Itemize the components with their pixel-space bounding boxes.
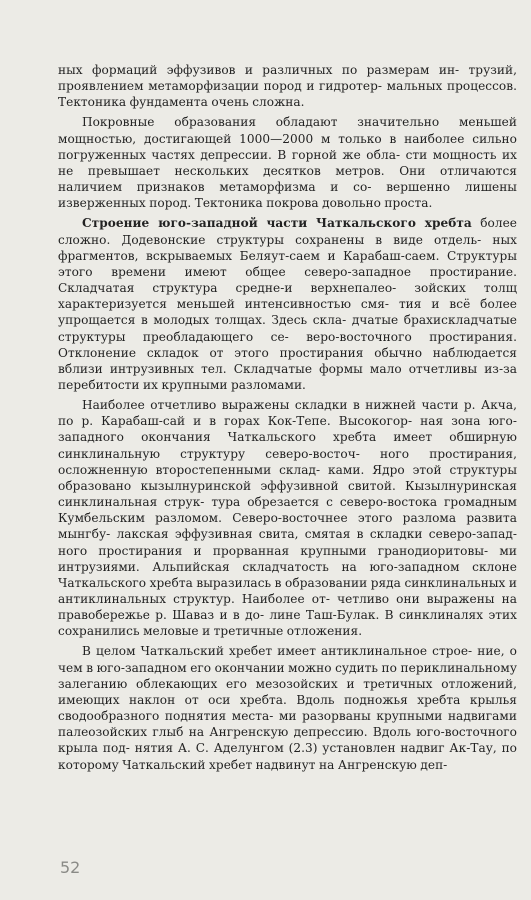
text-line: имеет обширную синклинальную структуру северо-восточ- bbox=[58, 430, 517, 461]
text-line: ми разорваны крупными надвигами палеозойских глыб bbox=[58, 709, 517, 740]
text-line: простирание. Складчатая структура средне-и верхнепалео- bbox=[58, 264, 517, 296]
text-line: мощностью, достигающей 1000—2000 м только в наиболее bbox=[58, 131, 465, 146]
page-number: 52 bbox=[60, 858, 81, 877]
text-line: простирания обычно наблюдается вблизи интрузивных тел. bbox=[58, 345, 517, 376]
text-line: крупными разломами. bbox=[161, 377, 306, 392]
text-line: ная зона юго-западного окончания Чаткальского хребта bbox=[58, 414, 517, 445]
text-line: Они отличаются наличием признаков метаморфизма и со- bbox=[58, 163, 517, 195]
paragraph bbox=[58, 215, 517, 393]
text-line: тура обрезается с северо-востока громадным Кумбельским bbox=[58, 495, 518, 526]
text-line: и третичные отложения. bbox=[202, 624, 363, 639]
text-line: В целом Чаткальский хребет имеет антиклинальное строе- bbox=[82, 644, 473, 659]
text-line: периклинальному залеганию облекающих его мезозойских и bbox=[58, 660, 517, 691]
text-line: лакская эффузивная свита, смятая в складки северо-запад- bbox=[116, 527, 518, 542]
text-line: на Ангренскую депрессию. Вдоль юго-восточного крыла под- bbox=[58, 725, 517, 756]
text-line: ми интрузиями. Альпийская складчатость на юго-западном bbox=[58, 543, 517, 574]
text-line: веро-восточного простирания. Отклонение складок от этого bbox=[58, 329, 517, 360]
text-line: более bbox=[480, 216, 518, 231]
text-line: довольно проста. bbox=[322, 196, 433, 211]
text-line: склоне Чаткальского хребта выразилась в образовании ряда bbox=[58, 559, 517, 590]
text-line: нятия А. С. Аделунгом (2.3) установлен надвиг Ак-Тау, по bbox=[134, 741, 518, 756]
text-line: вершенно лишены изверженных пород. Тектоника покрова bbox=[58, 180, 517, 211]
text-line: ных формаций эффузивов и различных по размерам ин- bbox=[58, 63, 460, 77]
text-line: разломом. Северо-восточнее этого разлома развита мынгбу- bbox=[58, 511, 517, 542]
text-line: ние, о чем в юго-западном его окончании можно судить по bbox=[58, 644, 517, 675]
paragraph bbox=[58, 62, 517, 110]
text-line: четливо они выражены на правобережье р. Шаваз и в до- bbox=[58, 592, 517, 623]
text-line: Структуры этого времени имеют общее северо-западное bbox=[58, 248, 517, 279]
text-line: р. Акча, по р. Карабаш-сай и в горах Кок-Тепе. Высокогор- bbox=[58, 398, 517, 429]
text-line: ного простирания и прорванная крупными гранодиоритовы- bbox=[58, 543, 489, 558]
text-line: сложно. Додевонские структуры сохранены в виде отдель- bbox=[58, 232, 482, 247]
text-line: сти мощность их не превышает нескольких десятков метров. bbox=[58, 147, 517, 178]
text-line: дчатые брахискладчатые структуры преобладающего се- bbox=[58, 313, 518, 344]
text-line: Складчатые формы мало отчетливы из-за перебитости их bbox=[58, 361, 517, 392]
paragraph bbox=[58, 643, 517, 772]
text-line: трузий, проявлением метаморфизации пород и гидротер- bbox=[58, 63, 517, 94]
text-line: ных фрагментов, вскрываемых Беляут-саем и Карабаш-саем. bbox=[58, 232, 518, 263]
paragraph bbox=[58, 397, 517, 639]
text-line: Наиболее отчетливо выражены складки в нижней части bbox=[82, 398, 459, 413]
text-line: Покровные образования обладают значительно меньшей bbox=[82, 115, 517, 130]
text-line: тия и всё более упрощается в молодых толщах. Здесь скла- bbox=[58, 297, 517, 328]
paragraph bbox=[58, 114, 517, 211]
text-line: ного простирания, осложненную второстепенными склад- bbox=[58, 446, 517, 477]
text-line: сильно погруженных частях депрессии. В горной же обла- bbox=[58, 131, 517, 162]
section-heading: Строение юго-западной части Чаткальского хребта bbox=[82, 216, 472, 231]
text-line: зойских толщ характеризуется меньшей интенсивностью смя- bbox=[58, 281, 517, 312]
text-line: синклинальных и антиклинальных структур. Наиболее от- bbox=[58, 575, 518, 606]
text-line: которому Чаткальский хребет надвинут на Ангренскую деп- bbox=[58, 757, 448, 772]
text-line: подножья хребта крылья сводообразного поднятия места- bbox=[58, 692, 517, 724]
body-text bbox=[58, 62, 517, 773]
text-line: мальных процессов. Тектоника фундамента очень сложна. bbox=[58, 79, 518, 110]
text-line: эффузивной свитой. Кызылнуринская синклинальная струк- bbox=[58, 478, 517, 510]
text-line: лине Таш-Булак. В синклиналях этих сохранились меловые bbox=[58, 608, 517, 639]
text-line: третичных отложений, имеющих наклон от оси хребта. Вдоль bbox=[58, 676, 517, 707]
text-line: ками. Ядро этой структуры образовано кызылнуринской bbox=[58, 462, 518, 493]
